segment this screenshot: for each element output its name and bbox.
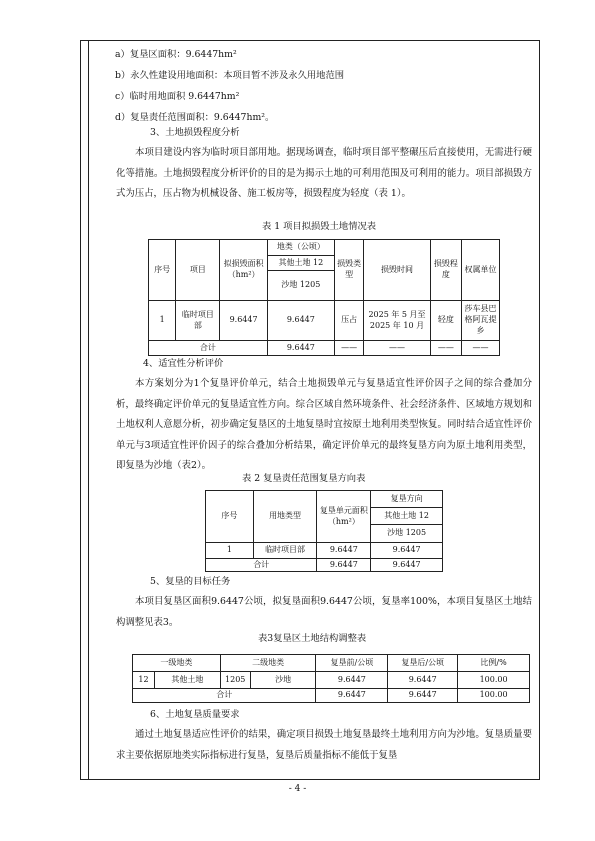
t2-total-area: 9.6447: [317, 559, 371, 572]
t3-h-ratio: 比例/%: [458, 655, 530, 672]
item-a: a）复垦区面积：9.6447hm²: [115, 49, 237, 60]
table1-caption: 表 1 项目拟损毁土地情况表: [262, 221, 377, 232]
t3-row-n1: 其他土地: [154, 672, 220, 689]
t2-h-seq: 序号: [206, 491, 254, 543]
section3-heading: 3、土地损毁程度分析: [150, 127, 240, 138]
t3-row-before: 9.6447: [316, 672, 388, 689]
t3-total-ratio: 100.00: [458, 689, 530, 703]
item-b: b）永久性建设用地面积：本项目暂不涉及永久用地范围: [115, 70, 345, 81]
t1-h-other: 其他土地 12: [267, 256, 334, 271]
t1-row-area: 9.6447: [220, 301, 267, 341]
t3-row-c1: 12: [133, 672, 155, 689]
t2-h-sand: 沙地 1205: [371, 525, 443, 543]
table3-caption: 表3复垦区土地结构调整表: [258, 633, 367, 644]
t3-h-before: 复垦前/公顷: [316, 655, 388, 672]
t1-row-owner: 莎车县巴格阿瓦提乡: [462, 301, 500, 341]
t3-row-ratio: 100.00: [458, 672, 530, 689]
t2-h-direction: 复垦方向: [371, 491, 443, 508]
t1-h-seq: 序号: [149, 240, 176, 301]
t3-row-after: 9.6447: [388, 672, 458, 689]
t1-h-area: 拟损毁面积（hm²）: [220, 240, 267, 301]
t1-row-seq: 1: [149, 301, 176, 341]
section3-paragraph: 本项目建设内容为临时项目部用地。据现场调查，临时项目部平整碾压后直接使用，无需进行硬化等措施。土地损毁程度分析评价的目的是为揭示土地的可利用范围及可利用的能力。项目部损毁方式为压占，压占物为机械设备、施工板房等，损毁程度为轻度（表 1）。: [116, 147, 532, 199]
t1-h-time: 损毁时间: [364, 240, 430, 301]
section4-paragraph: 本方案划分为1个复垦评价单元，结合土地损毁单元与复垦适宜性评价因子之间的综合叠加分析，最终确定评价单元的复垦适宜性方向。综合区域自然环境条件、社会经济条件、区域地方规划和土地权利人意愿分析，初步确定复垦区的土地复垦时宜按原土地利用类型恢复。同时结合适宜性评价单元与3项适宜性评价因子的综合叠加分析结果，确定评价单元的最终复垦方向为原土地利用类型，即复垦为沙地（表2）。: [116, 378, 532, 471]
t3-total-label: 合计: [133, 689, 316, 703]
section6-heading: 6、土地复垦质量要求: [150, 709, 240, 720]
section5-heading: 5、复垦的目标任务: [150, 576, 231, 587]
frame-left-column-line: [88, 40, 89, 780]
t2-h-use: 用地类型: [253, 491, 317, 543]
section4-heading: 4、适宜性分析评价: [143, 358, 224, 369]
t1-total-sand: 9.6447: [267, 341, 334, 356]
t1-row-method: 压占: [334, 301, 363, 341]
table1: [148, 239, 500, 356]
table2-caption: 表 2 复垦责任范围复垦方向表: [242, 473, 366, 484]
t1-row-project: 临时项目部: [176, 301, 220, 341]
t2-row-sand: 9.6447: [371, 543, 443, 559]
table3: [132, 654, 530, 703]
t1-row-degree: 轻度: [430, 301, 462, 341]
t2-row-area: 9.6447: [317, 543, 371, 559]
t2-h-unit: 复垦单元面积（hm²）: [317, 491, 371, 543]
t1-h-sand: 沙地 1205: [267, 271, 334, 301]
t1-row-time: 2025 年 5 月至 2025 年 10 月: [364, 301, 430, 341]
t1-h-degree: 损毁程度: [430, 240, 462, 301]
t1-total-owner: ——: [462, 341, 500, 356]
t2-h-other: 其他土地 12: [371, 508, 443, 525]
t2-row-use: 临时项目部: [253, 543, 317, 559]
t1-h-project: 项目: [176, 240, 220, 301]
t3-total-after: 9.6447: [388, 689, 458, 703]
t3-row-c2: 1205: [220, 672, 250, 689]
item-d: d）复垦责任范围面积：9.6447hm²。: [115, 112, 275, 123]
t3-h-level1: 一级地类: [133, 655, 221, 672]
t2-total-sand: 9.6447: [371, 559, 443, 572]
t1-total-degree: ——: [430, 341, 462, 356]
item-c: c）临时用地面积 9.6447hm²: [115, 91, 240, 102]
t1-h-method: 损毁类型: [334, 240, 363, 301]
t1-total-label: 合计: [149, 341, 268, 356]
t1-row-sand: 9.6447: [267, 301, 334, 341]
section5-paragraph: 本项目复垦区面积9.6447公顷，拟复垦面积9.6447公顷，复垦率100%，本项目复垦区土地结构调整见表3。: [116, 596, 532, 628]
t3-h-after: 复垦后/公顷: [388, 655, 458, 672]
t3-h-level2: 二级地类: [220, 655, 316, 672]
t3-total-before: 9.6447: [316, 689, 388, 703]
t1-total-method: ——: [334, 341, 363, 356]
page-number: - 4 -: [288, 784, 307, 794]
t1-h-landtype: 地类（公顷）: [267, 240, 334, 256]
section6-paragraph: 通过土地复垦适应性评价的结果，确定项目损毁土地复垦最终土地利用方向为沙地。复垦质量要求主要依据原地类实际指标进行复垦，复垦后质量指标不能低于复垦: [116, 729, 532, 761]
t1-h-owner: 权属单位: [462, 240, 500, 301]
t3-row-n2: 沙地: [250, 672, 316, 689]
t2-total-label: 合计: [206, 559, 317, 572]
t2-row-seq: 1: [206, 543, 254, 559]
t1-total-time: ——: [364, 341, 430, 356]
table2: [205, 490, 443, 572]
